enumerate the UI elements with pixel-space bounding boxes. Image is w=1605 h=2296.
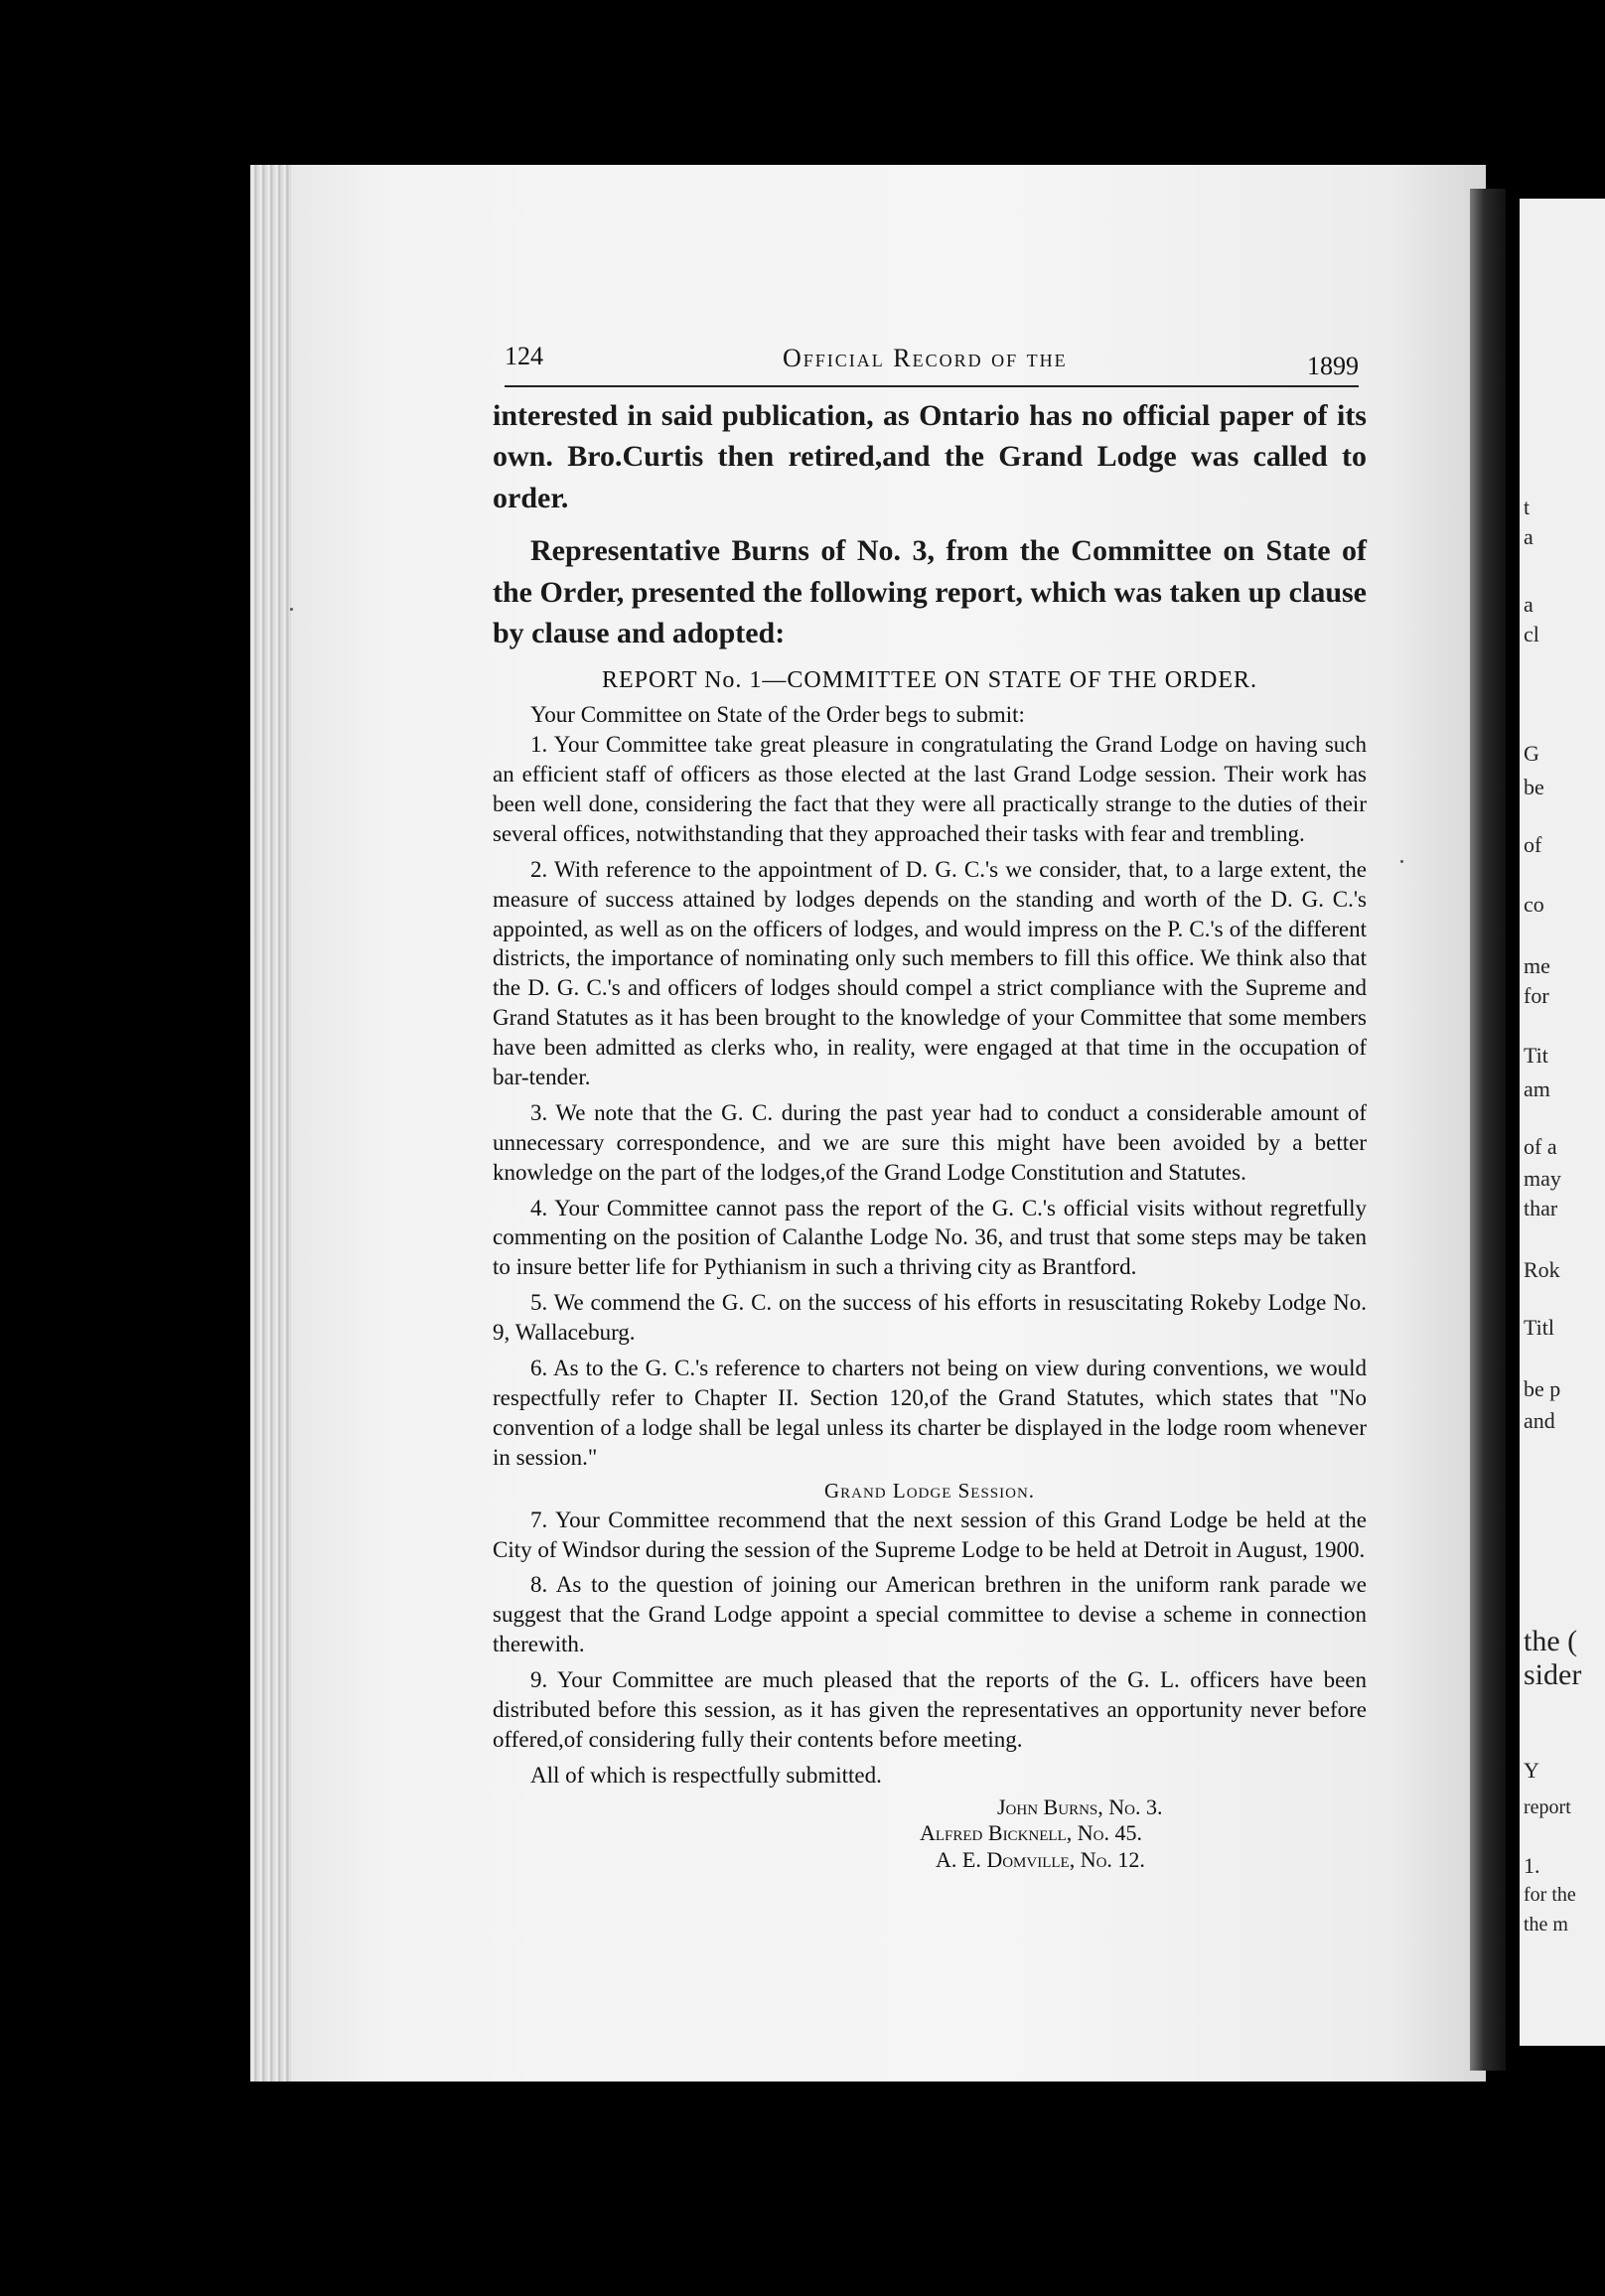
clause-2: 2. With reference to the appointment of D. G. C.'s we consider, that, to a large extent, the measure of success attained by lodges depends on the standing and worth of the D. G. C.'s appointed, as well as on the officers of lodges, and would impress on the P. C.'s of the different districts, the importance of nominating only such members to fill this office. We think also that the D. G. C.'s and officers of lodges should compel a strict compliance with the Supreme and Grand Statutes as it has been brought to the knowledge of your Committee that some members have been admitted as clerks who, in reality, were engaged at that time in the occupation of bar-tender. [493,856,1367,1090]
facing-fragment: co [1524,892,1544,917]
facing-fragment: Titl [1524,1315,1555,1340]
facing-page [1520,199,1605,2046]
facing-fragment: a [1524,524,1533,549]
signature-1: John Burns, No. 3. [997,1794,1163,1819]
facing-fragment: and [1524,1408,1555,1433]
clause-6: 6. As to the G. C.'s reference to charters not being on view during conventions, we would respectfully refer to Chapter II. Section 120,of the Grand Statutes, which states that "No convention of a lodge shall be legal unless its charter be displayed in the lodge room whenever in session." [493,1356,1367,1470]
facing-fragment: of a [1524,1134,1557,1159]
clause-1: 1. Your Committee take great pleasure in congratulating the Grand Lodge on having such an efficient staff of officers as those elected at the last Grand Lodge session. Their work has been well done, considering the fact that they were all practically strange to the duties of their several offices, notwithstanding that they approached their tasks with fear and trembling. [493,732,1367,846]
clause-8: 8. As to the question of joining our American brethren in the uniform rank parade we suggest that the Grand Lodge appoint a special committee to devise a scheme in connection therewith. [493,1572,1367,1657]
facing-fragment: t [1524,495,1531,519]
facing-fragment: sider [1524,1658,1582,1691]
clause-5: 5. We commend the G. C. on the success of his efforts in resuscitating Rokeby Lodge No. 9, Wallaceburg. [493,1290,1367,1346]
facing-fragment: Tit [1524,1043,1548,1068]
facing-fragment: Rok [1524,1257,1560,1282]
facing-fragment: be [1524,775,1544,799]
signature-2: Alfred Bicknell, No. 45. [920,1820,1142,1846]
facing-fragment: for [1524,983,1549,1008]
facing-fragment: am [1524,1076,1550,1101]
facing-fragment: a [1524,592,1533,617]
running-title: Official Record of the [783,344,1068,372]
clause-4: 4. Your Committee cannot pass the report of the G. C.'s official visits without regretfully commenting on the position of Calanthe Lodge No. 36, and trust that some steps may be taken to insure better life for Pythianism in such a thriving city as Brantford. [493,1195,1367,1280]
facing-fragment: of [1524,832,1542,857]
closing-line: All of which is respectfully submitted. [530,1762,882,1788]
facing-fragment: for the [1524,1884,1576,1906]
header-rule [505,385,1359,387]
facing-fragment: be p [1524,1376,1561,1401]
clause-7: 7. Your Committee recommend that the next session of this Grand Lodge be held at the City of Windsor during the session of the Supreme Lodge to be held at Detroit in August, 1900. [493,1507,1367,1562]
report-intro: Your Committee on State of the Order begs to submit: [530,702,1025,728]
page-number: 124 [505,342,543,370]
book-gutter-shadow [1470,189,1506,2071]
facing-fragment: me [1524,953,1550,978]
facing-fragment: cl [1524,622,1539,646]
page-body [493,395,1367,1874]
facing-fragment: the m [1524,1914,1568,1936]
report-title: REPORT No. 1—COMMITTEE ON STATE OF THE ORDER. [601,667,1258,694]
clause-9: 9. Your Committee are much pleased that the reports of the G. L. officers have been distributed before this session, as it has given the representatives an opportunity never before offered,of considering fully their contents before meeting. [493,1667,1367,1752]
scan-speck [290,608,293,611]
book-page [294,165,1486,2081]
opening-paragraph: interested in said publication, as Ontario has no official paper of its own. Bro.Curtis then retired,and the Grand Lodge was called to order. [493,399,1367,514]
facing-fragment: Y [1524,1758,1539,1783]
section-heading: Grand Lodge Session. [823,1478,1036,1503]
facing-fragment: G [1524,741,1539,766]
facing-fragment: 1. [1524,1853,1540,1878]
facing-fragment: thar [1524,1196,1558,1220]
page-edge-stack [250,165,300,2081]
facing-fragment: report [1524,1796,1571,1818]
header-year: 1899 [1307,352,1359,380]
representative-paragraph: Representative Burns of No. 3, from the Committee on State of the Order, presented the following report, which was taken up clause by clause and adopted: [493,534,1367,649]
signature-block [920,1794,1367,1874]
facing-fragment: may [1524,1166,1561,1191]
page-header [505,342,1359,381]
signature-3: A. E. Domville, No. 12. [936,1847,1145,1873]
facing-fragment: the ( [1524,1625,1578,1657]
scan-speck [1400,860,1403,863]
clause-3: 3. We note that the G. C. during the past year had to conduct a considerable amount of unnecessary correspondence, and we are sure this might have been avoided by a better knowledge on the part of the lodges,of the Grand Lodge Constitution and Statutes. [493,1099,1367,1185]
